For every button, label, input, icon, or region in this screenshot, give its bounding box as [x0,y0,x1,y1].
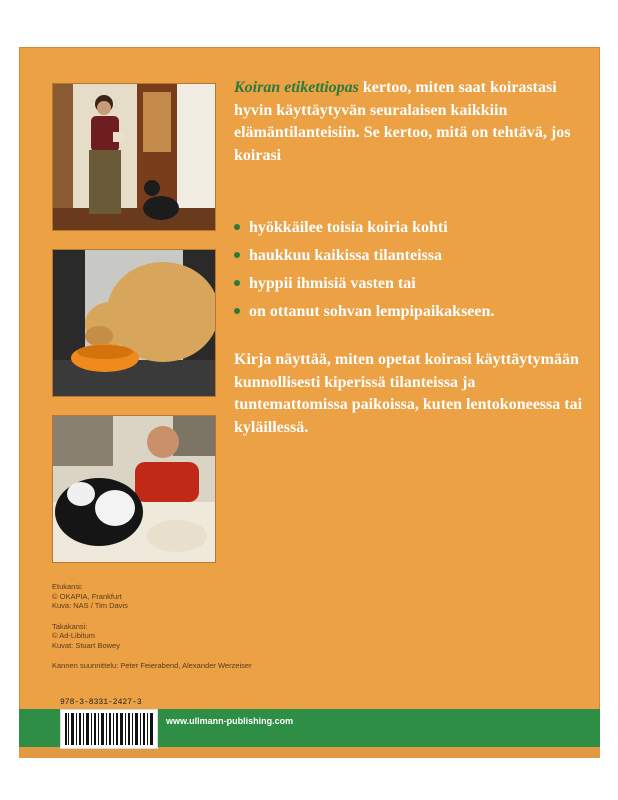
photo-dog-eating-from-bowl [52,249,216,397]
back-cover-photographer: Kuvat: Stuart Bowey [52,640,120,650]
barcode-icon [61,710,157,748]
outro-paragraph: Kirja näyttää, miten opetat koirasi käyttäytymään kunnollisesti kiperissä tilanteissa ja tuntemattomissa paikoissa, kuten lentokoneessa tai kyläillessä. [234,351,583,436]
photo-woman-with-dog [52,83,216,231]
publisher-url: www.ullmann-publishing.com [166,716,294,726]
bullet-dot-icon [234,252,240,258]
list-item-text: hyökkäilee toisia koiria kohti [249,219,448,236]
intro-text: kertoo, miten saat koirastasi hyvin käyttäytyvän seuralaisen kaikkiin elämäntilanteisiin. Se kertoo, mitä on tehtävä, jos koirasi [234,79,571,164]
list-item-text: on ottanut sohvan lempipaikakseen. [249,303,495,320]
photo-credits [52,582,252,671]
back-cover-credit: © Ad-Libitum [52,631,96,640]
list-item [234,270,584,298]
front-cover-heading: Etukansi: [52,582,83,591]
isbn-number: 978-3-8331-2427-3 [60,698,142,707]
bullet-dot-icon [234,280,240,286]
barcode [60,709,158,749]
front-cover-credit: © OKAPIA, Frankfurt [52,591,122,601]
list-item [234,298,584,326]
intro-paragraph [234,77,584,167]
photo-man-with-dog-on-sofa [52,415,216,563]
bullet-dot-icon [234,224,240,230]
back-cover-heading: Takakansi: [52,621,88,631]
list-item-text: hyppii ihmisiä vasten tai [249,275,416,292]
front-cover-photographer: Kuva: NAS / Tim Davis [52,601,128,610]
cover-design-credit: Kannen suunnittelu: Peter Feierabend, Alexander Werzeiser [52,661,252,670]
bullet-dot-icon [234,308,240,314]
behavior-list [234,214,584,326]
list-item-text: haukkuu kaikissa tilanteissa [249,247,442,264]
list-item [234,242,584,270]
book-title: Koiran etikettiopas [234,79,359,96]
list-item [234,214,584,242]
